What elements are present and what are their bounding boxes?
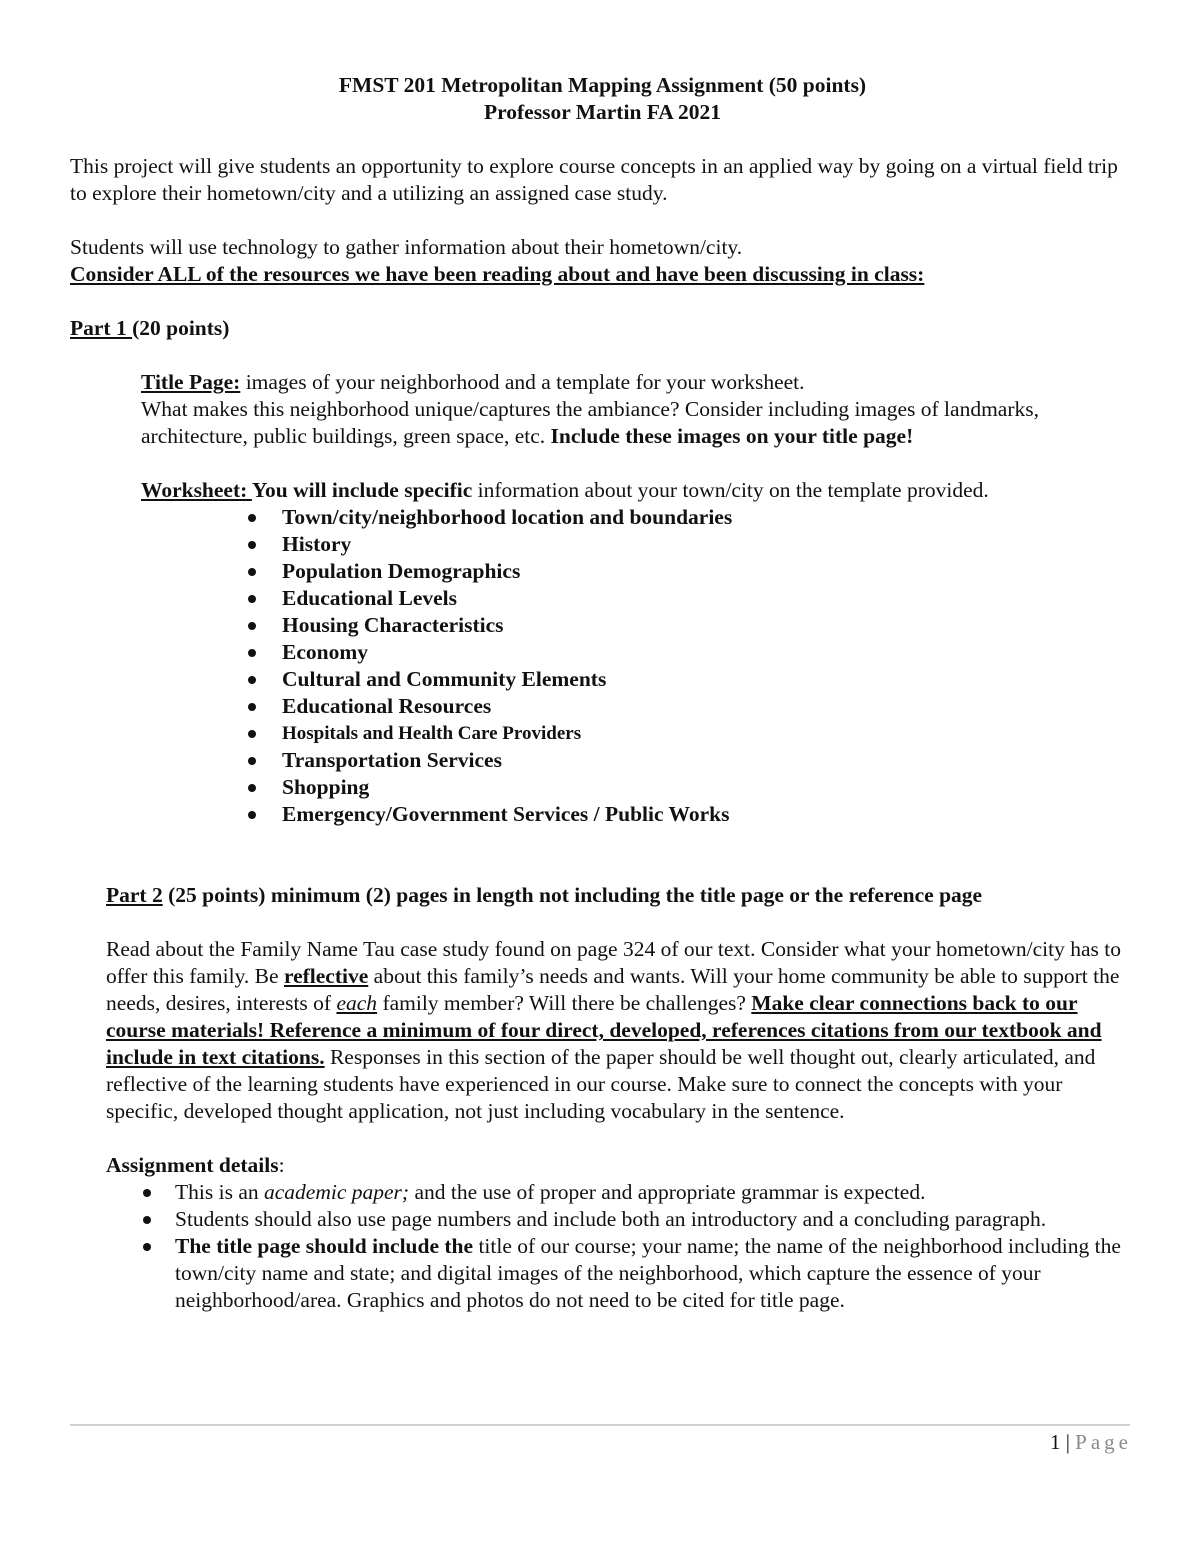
doc-title: FMST 201 Metropolitan Mapping Assignment (50 points) [338, 73, 867, 97]
assignment-details-list [137, 1179, 1135, 1314]
document-body [70, 72, 1135, 1314]
list-item: The title page should include the title of our course; your name; the name of the neighborhood including the town/city name and state; and digital images of the neighborhood, which capture the essence of your neighborhood/area. Graphics and photos do not need to be cited for title page. [137, 1233, 1135, 1314]
list-item: Educational Resources [242, 693, 1135, 720]
worksheet-label: Worksheet: [141, 478, 252, 502]
list-item: History [242, 531, 1135, 558]
list-item: Housing Characteristics [242, 612, 1135, 639]
title-page-line: Title Page: images of your neighborhood and a template for your worksheet. [141, 370, 805, 394]
list-item: Shopping [242, 774, 1135, 801]
assignment-details-heading: Assignment details: [106, 1153, 285, 1177]
list-item: Educational Levels [242, 585, 1135, 612]
page-number: 1 [1049, 1430, 1061, 1454]
list-item: Hospitals and Health Care Providers [242, 720, 1135, 747]
list-item: Population Demographics [242, 558, 1135, 585]
worksheet-line: Worksheet: You will include specific information about your town/city on the template provided. [141, 478, 989, 502]
consider-all-line: Consider ALL of the resources we have been reading about and have been discussing in class: [70, 262, 925, 286]
part2-section [106, 882, 1135, 1179]
list-item: Cultural and Community Elements [242, 666, 1135, 693]
list-item: Students should also use page numbers and include both an introductory and a concluding paragraph. [137, 1206, 1135, 1233]
title-page-label: Title Page: [141, 370, 241, 394]
list-item: Emergency/Government Services / Public Works [242, 801, 1135, 828]
list-item: This is an academic paper; and the use of proper and appropriate grammar is expected. [137, 1179, 1135, 1206]
part1-heading: Part 1 (20 points) [70, 316, 230, 340]
worksheet-topics-list [242, 504, 1135, 828]
intro-paragraph: This project will give students an opportunity to explore course concepts in an applied way by going on a virtual field trip to explore their hometown/city and a utilizing an assigned case study. [70, 154, 1118, 205]
list-item: Economy [242, 639, 1135, 666]
technology-line: Students will use technology to gather information about their hometown/city. [70, 235, 743, 259]
page-footer: 1 | Page [1049, 1430, 1132, 1454]
title-page-description: What makes this neighborhood unique/captures the ambiance? Consider including images of landmarks, architecture, public buildings, green space, etc. Include these images on your title page! [141, 397, 1039, 448]
list-item: Transportation Services [242, 747, 1135, 774]
title-page-section [141, 369, 1135, 504]
list-item: Town/city/neighborhood location and boundaries [242, 504, 1135, 531]
footer-divider [70, 1424, 1130, 1426]
doc-subtitle: Professor Martin FA 2021 [483, 100, 722, 124]
page-label: Page [1075, 1430, 1132, 1454]
case-study-paragraph: Read about the Family Name Tau case study found on page 324 of our text. Consider what your hometown/city has to offer this family. Be reflective about this family’s needs and wants. Will your home community be able to support the needs, desires, interests of each family member? Will there be challenges? Make clear connections back to our course materials! Reference a minimum of four direct, developed, references citations from our textbook and include in text citations. Responses in this section of the paper should be well thought out, clearly articulated, and reflective of the learning students have experienced in our course. Make sure to connect the concepts with your specific, developed thought application, not just including vocabulary in the sentence. [106, 937, 1121, 1123]
part2-heading: Part 2 (25 points) minimum (2) pages in length not including the title page or the reference page [106, 883, 983, 907]
